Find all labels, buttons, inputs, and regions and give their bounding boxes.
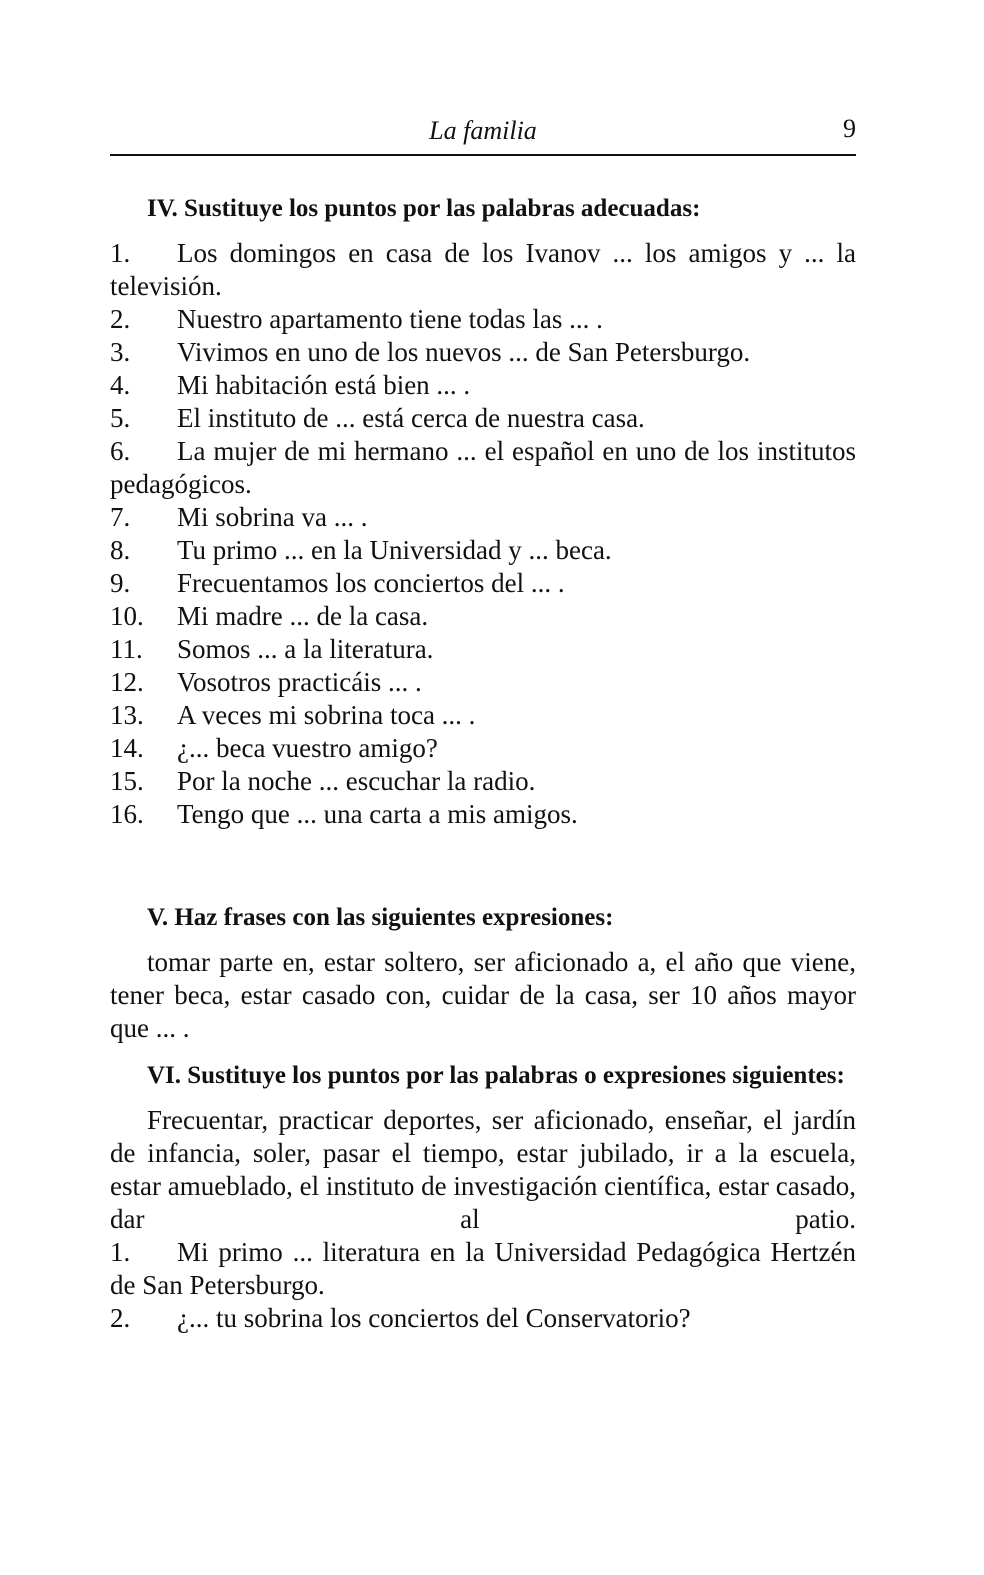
list-item: [110, 303, 856, 336]
list-item: [110, 534, 856, 567]
list-item: [110, 567, 856, 600]
list-item: [110, 666, 856, 699]
list-item: [110, 369, 856, 402]
item-text: Nuestro apartamento tiene todas las ... .: [177, 304, 603, 334]
section-4-list: [110, 237, 856, 831]
item-text: Frecuentamos los conciertos del ... .: [177, 568, 565, 598]
item-number: 9.: [110, 568, 131, 598]
list-item: [110, 501, 856, 534]
list-item: [110, 435, 856, 501]
section-4-heading: IV. Sustituye los puntos por las palabras adecuadas:: [147, 195, 701, 222]
item-number: 13.: [110, 700, 144, 730]
item-text: Vivimos en uno de los nuevos ... de San Petersburgo.: [177, 337, 751, 367]
item-number: 4.: [110, 370, 131, 400]
item-text: El instituto de ... está cerca de nuestra casa.: [177, 403, 645, 433]
item-number: 1.: [110, 1237, 131, 1267]
item-text: ¿... beca vuestro amigo?: [177, 733, 438, 763]
list-item: [110, 336, 856, 369]
list-item: [110, 798, 856, 831]
list-item: [110, 699, 856, 732]
item-text: La mujer de mi hermano ... el español en uno de los institutos pedagógicos.: [110, 436, 856, 499]
item-number: 6.: [110, 436, 131, 466]
list-item: [110, 237, 856, 303]
list-item: [110, 1302, 856, 1335]
item-number: 7.: [110, 502, 131, 532]
page-content: [110, 192, 856, 1335]
item-number: 16.: [110, 799, 144, 829]
item-number: 10.: [110, 601, 144, 631]
item-text: Somos ... a la literatura.: [177, 634, 434, 664]
header-rule: [110, 154, 856, 156]
item-text: Mi primo ... literatura en la Universidad Pedagógica Hertzén de San Petersburgo.: [110, 1237, 856, 1300]
list-item: [110, 600, 856, 633]
item-text: Tengo que ... una carta a mis amigos.: [177, 799, 578, 829]
item-text: ¿... tu sobrina los conciertos del Conservatorio?: [177, 1303, 691, 1333]
section-5-body: tomar parte en, estar soltero, ser aficionado a, el año que viene, tener beca, estar casado con, cuidar de la casa, ser 10 años mayor que ... .: [110, 947, 856, 1043]
item-number: 15.: [110, 766, 144, 796]
item-text: Mi madre ... de la casa.: [177, 601, 429, 631]
item-number: 2.: [110, 304, 131, 334]
item-text: Los domingos en casa de los Ivanov ... los amigos y ... la televisión.: [110, 238, 856, 301]
section-6-heading: VI. Sustituye los puntos por las palabras o expresiones siguientes:: [147, 1062, 845, 1089]
section-6-list: [110, 1236, 856, 1335]
item-number: 14.: [110, 733, 144, 763]
item-text: Por la noche ... escuchar la radio.: [177, 766, 536, 796]
item-number: 1.: [110, 238, 131, 268]
item-number: 2.: [110, 1303, 131, 1333]
item-number: 11.: [110, 634, 143, 664]
page-number: 9: [843, 114, 856, 143]
item-text: Mi habitación está bien ... .: [177, 370, 471, 400]
item-text: Mi sobrina va ... .: [177, 502, 368, 532]
section-5-heading: V. Haz frases con las siguientes expresiones:: [147, 904, 614, 931]
list-item: [110, 1236, 856, 1302]
list-item: [110, 633, 856, 666]
running-title: La familia: [429, 116, 537, 145]
item-text: Vosotros practicáis ... .: [177, 667, 422, 697]
item-number: 3.: [110, 337, 131, 367]
item-number: 8.: [110, 535, 131, 565]
list-item: [110, 765, 856, 798]
running-head: [110, 112, 856, 152]
item-number: 12.: [110, 667, 144, 697]
item-text: Tu primo ... en la Universidad y ... beca.: [177, 535, 612, 565]
list-item: [110, 402, 856, 435]
section-6-body: Frecuentar, practicar deportes, ser aficionado, enseñar, el jardín de infancia, soler, pasar el tiempo, estar jubilado, ir a la escuela, estar amueblado, el instituto de investigación científica, estar casado, dar al patio.: [110, 1105, 856, 1234]
list-item: [110, 732, 856, 765]
item-number: 5.: [110, 403, 131, 433]
item-text: A veces mi sobrina toca ... .: [177, 700, 476, 730]
